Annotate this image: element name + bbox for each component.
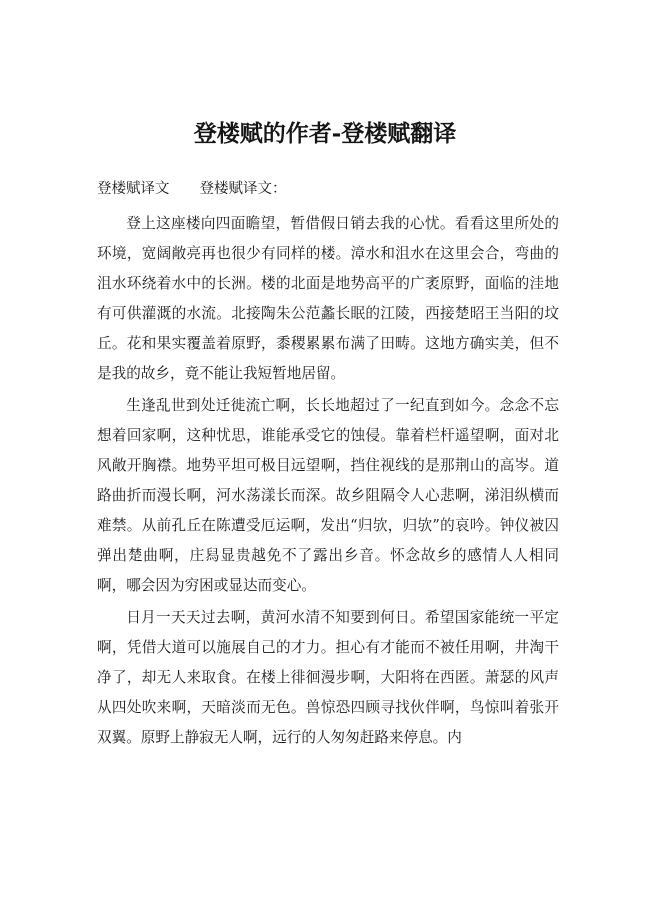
body-text	[97, 209, 559, 755]
paragraph-1: 登上这座楼向四面瞻望，暂借假日销去我的心忧。看看这里所处的环境，宽阔敞亮再也很少有同样的楼。漳水和沮水在这里会合，弯曲的沮水环绕着水中的长洲。楼的北面是地势高平的广袤原野，面临的洼地有可供灌溉的水流。北接陶朱公范蠡长眠的江陵，西接楚昭王当阳的坟丘。花和果实覆盖着原野，黍稷累累布满了田畴。这地方确实美，但不是我的故乡，竟不能让我短暂地居留。	[97, 215, 559, 382]
page-title: 登楼赋的作者-登楼赋翻译	[193, 120, 457, 147]
paragraph-3: 日月一天天过去啊，黄河水清不知要到何日。希望国家能统一平定啊，凭借大道可以施展自己的才力。担心有才能而不被任用啊，井淘干净了，却无人来取食。在楼上徘徊漫步啊，大阳将在西匿。萧瑟的风声从四处吹来啊，天暗淡而无色。兽惊恐四顾寻找伙伴啊，鸟惊叫着张开双翼。原野上静寂无人啊，远行的人匆匆赶路来停息。内	[97, 609, 559, 746]
paragraph-2: 生逢乱世到处迁徙流亡啊，长长地超过了一纪直到如今。念念不忘想着回家啊，这种忧思，谁能承受它的蚀侵。靠着栏杆遥望啊，面对北风敞开胸襟。地势平坦可极目远望啊，挡住视线的是那荆山的高岑。道路曲折而漫长啊，河水荡漾长而深。故乡阻隔令人心悲啊，涕泪纵横而难禁。从前孔丘在陈遭受厄运啊，发出“归欤，归欤”的哀吟。钟仪被囚弹出楚曲啊，庄舄显贵越免不了露出乡音。怀念故乡的感情人人相同啊，哪会因为穷困或显达而变心。	[97, 397, 559, 594]
subtitle-row	[97, 178, 567, 200]
subtitle-left: 登楼赋译文	[97, 181, 170, 197]
subtitle-right: 登楼赋译文：	[199, 181, 287, 197]
